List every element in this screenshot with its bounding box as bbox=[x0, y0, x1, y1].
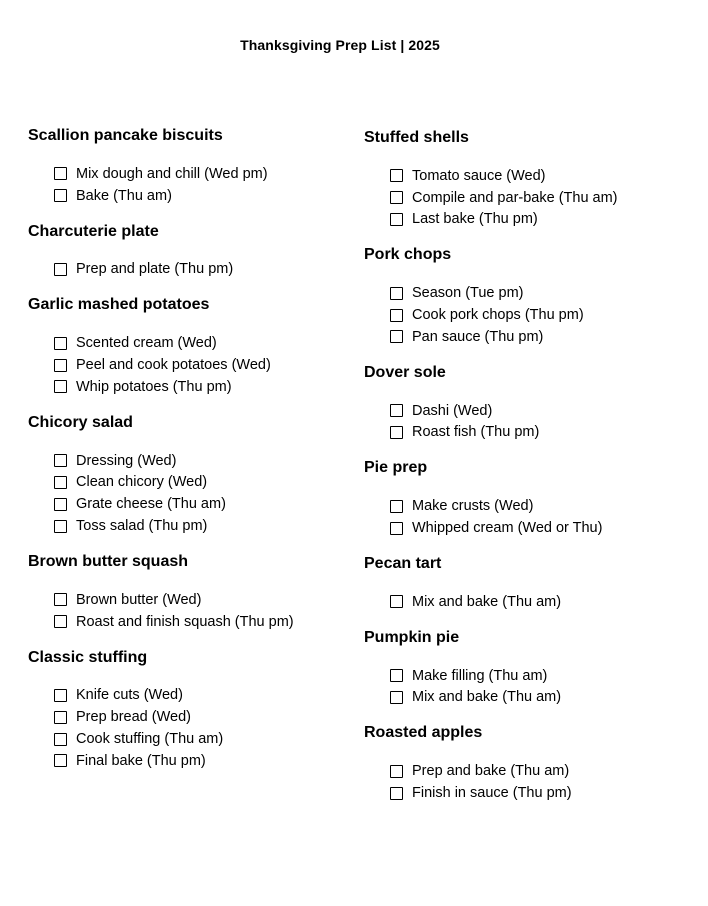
left-column bbox=[28, 127, 358, 788]
task-item bbox=[390, 282, 694, 304]
section-title: Garlic mashed potatoes bbox=[28, 296, 210, 314]
task-list bbox=[364, 282, 694, 347]
task-label: Brown butter (Wed) bbox=[76, 591, 202, 608]
task-list bbox=[364, 400, 694, 444]
task-label: Prep and plate (Thu pm) bbox=[76, 261, 234, 278]
task-label: Finish in sauce (Thu pm) bbox=[412, 785, 572, 802]
section-title: Stuffed shells bbox=[364, 129, 469, 146]
section-brown-butter-squash bbox=[28, 553, 358, 633]
task-list bbox=[364, 665, 694, 709]
task-list bbox=[364, 495, 694, 539]
section-title: Brown butter squash bbox=[28, 552, 189, 570]
section-title: Classic stuffing bbox=[28, 648, 148, 666]
task-item bbox=[390, 760, 694, 782]
task-label: Cook pork chops (Thu pm) bbox=[412, 307, 584, 324]
task-item bbox=[54, 750, 358, 772]
task-checkbox[interactable] bbox=[54, 454, 67, 467]
document-title: Thanksgiving Prep List | 2025 bbox=[240, 37, 440, 53]
task-list bbox=[28, 450, 358, 537]
task-label: Dashi (Wed) bbox=[412, 402, 493, 419]
task-label: Tomato sauce (Wed) bbox=[412, 167, 546, 184]
task-checkbox[interactable] bbox=[54, 189, 67, 202]
section-charcuterie-plate bbox=[28, 223, 358, 281]
section-pork-chops bbox=[364, 246, 694, 347]
section-title: Pecan tart bbox=[364, 554, 442, 572]
section-stuffed-shells bbox=[364, 129, 694, 230]
task-item bbox=[390, 495, 694, 517]
section-roasted-apples bbox=[364, 724, 694, 804]
task-checkbox[interactable] bbox=[390, 191, 403, 204]
task-item bbox=[54, 472, 358, 494]
task-label: Pan sauce (Thu pm) bbox=[412, 328, 544, 345]
task-label: Knife cuts (Wed) bbox=[76, 687, 183, 704]
task-item bbox=[54, 163, 358, 185]
task-label: Make crusts (Wed) bbox=[412, 498, 534, 515]
task-label: Roast and finish squash (Thu pm) bbox=[76, 613, 294, 630]
task-list bbox=[28, 685, 358, 772]
task-checkbox[interactable] bbox=[54, 498, 67, 511]
task-checkbox[interactable] bbox=[390, 691, 403, 704]
task-checkbox[interactable] bbox=[54, 689, 67, 702]
task-label: Whipped cream (Wed or Thu) bbox=[412, 520, 603, 537]
task-item bbox=[54, 728, 358, 750]
task-item bbox=[390, 665, 694, 687]
task-item bbox=[390, 517, 694, 539]
task-label: Toss salad (Thu pm) bbox=[76, 518, 208, 535]
section-pumpkin-pie bbox=[364, 629, 694, 709]
task-checkbox[interactable] bbox=[54, 476, 67, 489]
section-chicory-salad bbox=[28, 414, 358, 537]
task-item bbox=[54, 354, 358, 376]
section-pie-prep bbox=[364, 459, 694, 539]
section-garlic-mashed-potatoes bbox=[28, 296, 358, 397]
section-title: Pumpkin pie bbox=[364, 628, 460, 646]
section-title: Scallion pancake biscuits bbox=[28, 127, 223, 144]
task-list bbox=[364, 591, 694, 613]
task-item bbox=[54, 259, 358, 281]
task-item bbox=[390, 687, 694, 709]
task-checkbox[interactable] bbox=[390, 309, 403, 322]
task-checkbox[interactable] bbox=[54, 520, 67, 533]
task-item bbox=[54, 332, 358, 354]
task-label: Last bake (Thu pm) bbox=[412, 211, 538, 228]
task-item bbox=[54, 450, 358, 472]
task-label: Make filling (Thu am) bbox=[412, 667, 548, 684]
task-label: Mix and bake (Thu am) bbox=[412, 689, 562, 706]
task-list bbox=[364, 165, 694, 230]
task-checkbox[interactable] bbox=[390, 500, 403, 513]
section-title: Chicory salad bbox=[28, 413, 133, 431]
task-label: Bake (Thu am) bbox=[76, 187, 172, 204]
task-item bbox=[390, 782, 694, 804]
task-item bbox=[390, 304, 694, 326]
task-item bbox=[390, 326, 694, 348]
task-item bbox=[54, 493, 358, 515]
task-item bbox=[390, 422, 694, 444]
task-checkbox[interactable] bbox=[54, 263, 67, 276]
task-label: Scented cream (Wed) bbox=[76, 335, 217, 352]
section-scallion-pancake-biscuits bbox=[28, 127, 358, 207]
task-label: Roast fish (Thu pm) bbox=[412, 424, 540, 441]
task-checkbox[interactable] bbox=[390, 404, 403, 417]
task-checkbox[interactable] bbox=[54, 733, 67, 746]
section-classic-stuffing bbox=[28, 649, 358, 772]
task-list bbox=[28, 332, 358, 397]
task-list bbox=[364, 760, 694, 804]
task-checkbox[interactable] bbox=[390, 595, 403, 608]
task-item bbox=[390, 209, 694, 231]
section-title: Roasted apples bbox=[364, 724, 483, 742]
task-checkbox[interactable] bbox=[54, 380, 67, 393]
task-checkbox[interactable] bbox=[54, 167, 67, 180]
task-list bbox=[28, 259, 358, 281]
task-checkbox[interactable] bbox=[390, 213, 403, 226]
section-dover-sole bbox=[364, 364, 694, 444]
task-list bbox=[28, 163, 358, 207]
task-label: Season (Tue pm) bbox=[412, 285, 524, 302]
task-label: Prep and bake (Thu am) bbox=[412, 763, 570, 780]
task-label: Peel and cook potatoes (Wed) bbox=[76, 357, 271, 374]
task-label: Dressing (Wed) bbox=[76, 452, 177, 469]
task-label: Prep bread (Wed) bbox=[76, 709, 191, 726]
task-checkbox[interactable] bbox=[390, 330, 403, 343]
task-label: Final bake (Thu pm) bbox=[76, 752, 206, 769]
task-checkbox[interactable] bbox=[390, 169, 403, 182]
task-checkbox[interactable] bbox=[54, 337, 67, 350]
task-item bbox=[54, 515, 358, 537]
right-column bbox=[364, 129, 694, 820]
task-label: Clean chicory (Wed) bbox=[76, 474, 208, 491]
task-label: Cook stuffing (Thu am) bbox=[76, 731, 224, 748]
task-checkbox[interactable] bbox=[390, 669, 403, 682]
task-label: Compile and par-bake (Thu am) bbox=[412, 189, 618, 206]
task-checkbox[interactable] bbox=[54, 615, 67, 628]
section-title: Pork chops bbox=[364, 246, 452, 264]
task-label: Whip potatoes (Thu pm) bbox=[76, 378, 232, 395]
task-item bbox=[390, 165, 694, 187]
task-item bbox=[390, 400, 694, 422]
task-checkbox[interactable] bbox=[54, 754, 67, 767]
task-checkbox[interactable] bbox=[54, 593, 67, 606]
section-title: Charcuterie plate bbox=[28, 222, 159, 240]
task-item bbox=[54, 706, 358, 728]
task-item bbox=[390, 187, 694, 209]
task-checkbox[interactable] bbox=[390, 522, 403, 535]
task-label: Mix and bake (Thu am) bbox=[412, 593, 562, 610]
task-item bbox=[54, 376, 358, 398]
task-item bbox=[390, 591, 694, 613]
task-checkbox[interactable] bbox=[54, 711, 67, 724]
task-checkbox[interactable] bbox=[390, 287, 403, 300]
section-title: Dover sole bbox=[364, 363, 446, 381]
task-item bbox=[54, 185, 358, 207]
section-pecan-tart bbox=[364, 555, 694, 613]
task-checkbox[interactable] bbox=[390, 787, 403, 800]
task-checkbox[interactable] bbox=[54, 359, 67, 372]
task-label: Grate cheese (Thu am) bbox=[76, 496, 226, 513]
section-title: Pie prep bbox=[364, 459, 428, 477]
task-list bbox=[28, 589, 358, 633]
task-checkbox[interactable] bbox=[390, 426, 403, 439]
task-item bbox=[54, 589, 358, 611]
task-item bbox=[54, 685, 358, 707]
task-label: Mix dough and chill (Wed pm) bbox=[76, 165, 268, 182]
task-checkbox[interactable] bbox=[390, 765, 403, 778]
task-item bbox=[54, 611, 358, 633]
